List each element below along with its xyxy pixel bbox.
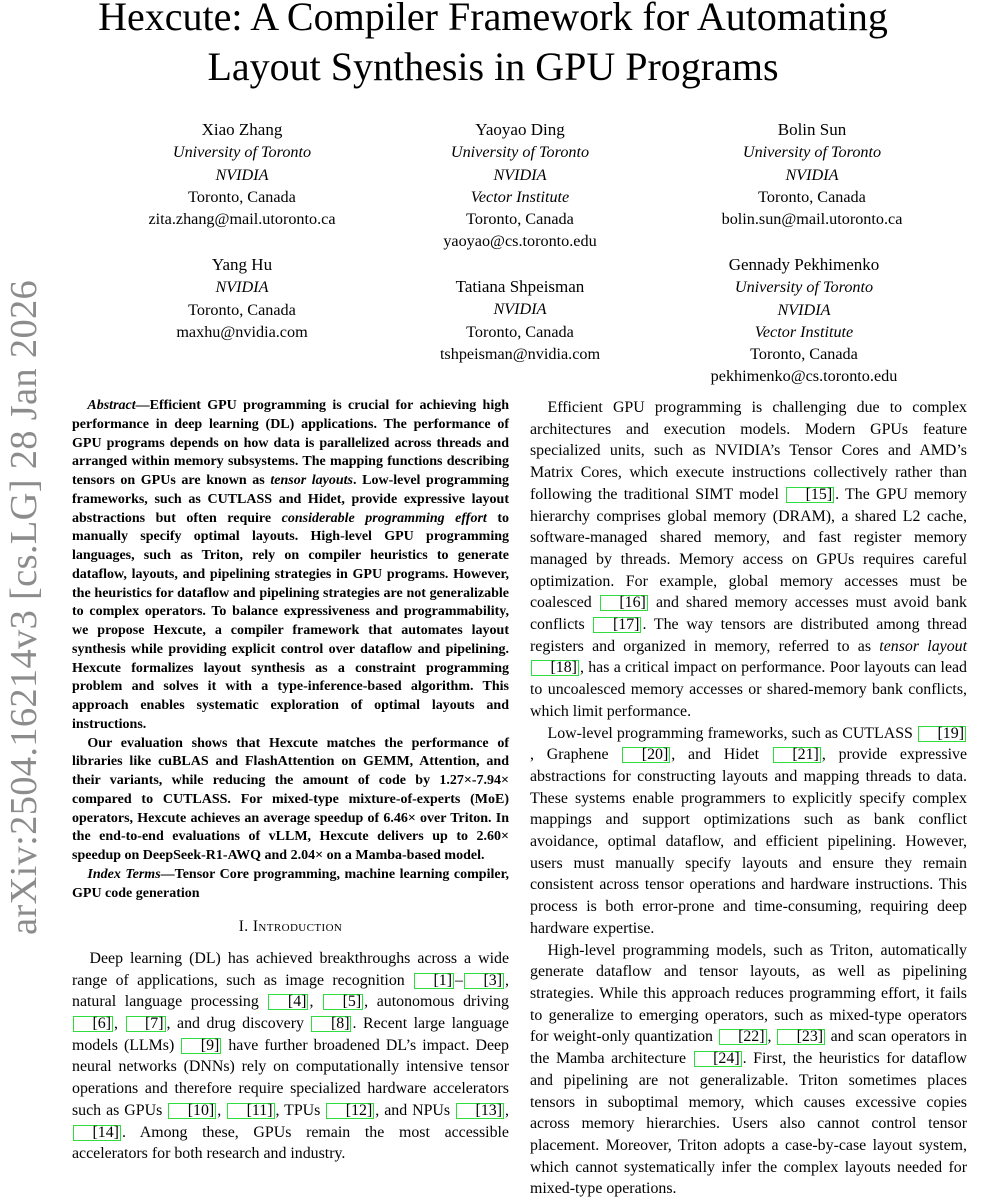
author-block <box>390 119 650 253</box>
author-block <box>664 254 944 388</box>
author-email[interactable]: zita.zhang@mail.utoronto.ca <box>148 210 336 229</box>
author-affiliation: Vector Institute <box>470 187 570 206</box>
citation-link[interactable]: [12] <box>326 1103 374 1119</box>
title-line-1: Hexcute: A Compiler Framework for Automating <box>98 0 888 39</box>
author-location: Toronto, Canada <box>466 210 574 229</box>
citation-link[interactable]: [6] <box>73 1016 113 1032</box>
author-affiliation: NVIDIA <box>493 165 547 184</box>
author-name: Yang Hu <box>211 255 273 274</box>
author-affiliation: NVIDIA <box>493 300 547 319</box>
author-location: Toronto, Canada <box>750 345 858 364</box>
citation-link[interactable]: [20] <box>622 747 670 763</box>
author-block <box>112 119 372 230</box>
citation-link[interactable]: [10] <box>168 1103 216 1119</box>
index-terms-label: Index Terms <box>87 866 161 882</box>
right-column <box>530 397 967 1200</box>
author-email[interactable]: tshpeisman@nvidia.com <box>439 344 601 363</box>
body-paragraph: Efficient GPU programming is challenging due to complex architectures and execution models. Modern GPUs feature specialized units, such as NVIDIA’s Tensor Cores and AMD’s Matrix Cores, which execute instructions collectively rather than following the traditional SIMT model [15] . The GPU memory hierarchy comprises global memory (DRAM), a shared L2 cache, software-managed shared memory, and fast register memory managed by threads. Memory access on GPUs requires careful optimization. For example, global memory accesses must be coalesced [16] and shared memory accesses must avoid bank conflicts [17] . The way tensors are distributed among thread registers and organized in memory, referred to as tensor layout [18] , has a critical impact on performance. Poor layouts can lead to uncoalesced memory accesses or shared-memory bank conflicts, which limit performance. <box>530 399 967 720</box>
author-email[interactable]: bolin.sun@mail.utoronto.ca <box>721 210 903 229</box>
author-email[interactable]: maxhu@nvidia.com <box>176 322 308 341</box>
citation-link[interactable]: [1] <box>414 973 454 989</box>
citation-link[interactable]: [3] <box>464 973 504 989</box>
author-affiliation: University of Toronto <box>742 143 882 162</box>
citation-link[interactable]: [22] <box>719 1029 767 1045</box>
body-paragraph: Low-level programming frameworks, such as CUTLASS [19], Graphene [20] , and Hidet [21] , provide expressive abstractions for constructing layouts and mapping threads to data. These systems enable programmers to explicitly specify complex mappings and support optimizations such as bank conflict avoidance, optimal dataflow, and efficient pipelining. However, users must manually specify layouts and ensure they remain consistent across tensor operations and hardware instructions. This process is both error-prone and time-consuming, requiring deep hardware expertise. <box>530 724 968 937</box>
author-location: Toronto, Canada <box>758 187 866 206</box>
arxiv-identifier: arXiv:2504.16214v3 [cs.LG] 28 Jan 2026 <box>3 279 45 935</box>
citation-link[interactable]: [7] <box>126 1016 166 1032</box>
author-block <box>112 254 372 343</box>
author-location: Toronto, Canada <box>466 322 574 341</box>
author-name: Bolin Sun <box>777 120 847 139</box>
author-block <box>390 276 650 365</box>
citation-link[interactable]: [9] <box>181 1038 221 1054</box>
citation-link[interactable]: [19] <box>918 726 966 742</box>
author-affiliation: NVIDIA <box>785 165 839 184</box>
abstract-paragraph: Abstract—Efficient GPU programming is crucial for achieving high performance in deep learning (DL) applications. The performance of GPU programs depends on how data is parallelized across threads and arranged within memory subsystems. The mapping functions describing tensors on GPUs are known as tensor layouts. Low-level programming frameworks, such as CUTLASS and Hidet, provide expressive layout abstractions but often require considerable programming effort to manually specify optimal layouts. High-level GPU programming languages, such as Triton, rely on compiler heuristics to generate dataflow, layouts, and pipelining strategies in GPU programs. However, the heuristics for dataflow and pipelining strategies are not generalizable to complex operators. To balance expressiveness and programmability, we propose Hexcute, a compiler framework that automates layout synthesis while providing explicit control over dataflow and pipelining. Hexcute formalizes layout synthesis as a constraint programming problem and solves it with a type-inference-based algorithm. This approach enables systematic exploration of optimal layouts and instructions. <box>72 398 510 732</box>
citation-link[interactable]: [4] <box>268 994 308 1010</box>
author-affiliation: NVIDIA <box>215 278 269 297</box>
author-location: Toronto, Canada <box>188 187 296 206</box>
intro-paragraph: Deep learning (DL) has achieved breakthroughs across a wide range of applications, such as image recognition [1] – [3] , natural language processing [4] , [5] , autonomous driving [6] , [7] , and drug discovery [8] . Recent large language models (LLMs) [9] have further broadened DL’s impact. Deep neural networks (DNNs) rely on computationally intensive tensor operations and therefore require specialized hardware accelerators such as GPUs [10] , [11] , TPUs [12] , and NPUs [13] , [14] . Among these, GPUs remain the most accessible accelerators for both research and industry. <box>72 949 509 1163</box>
author-email[interactable]: pekhimenko@cs.toronto.edu <box>710 367 898 386</box>
author-affiliation: University of Toronto <box>172 143 312 162</box>
author-affiliation: University of Toronto <box>734 278 874 297</box>
paper-title <box>60 0 926 92</box>
author-name: Gennady Pekhimenko <box>728 255 880 274</box>
author-email[interactable]: yaoyao@cs.toronto.edu <box>443 232 597 251</box>
author-name: Xiao Zhang <box>201 120 283 139</box>
author-affiliation: NVIDIA <box>215 165 269 184</box>
section-heading: I. Introduction <box>238 918 343 936</box>
body-paragraph: High-level programming models, such as Triton, automatically generate dataflow and tensor layouts, as well as pipelining strategies. While this approach reduces programming effort, it fails to generalize to emerging operators, such as mixed-type operators for weight-only quantization [22] , [23] and scan operators in the Mamba architecture [24] . First, the heuristics for dataflow and pipelining are not generalizable. Triton sometimes places tensors in suboptimal memory, which causes excessive copies across memory hierarchies. Users also cannot control tensor placement. Moreover, Triton adopts a case-by-case layout system, which cannot systematically infer the complex layouts needed for mixed-type operations. <box>530 941 968 1198</box>
title-line-2: Layout Synthesis in GPU Programs <box>207 44 779 89</box>
citation-link[interactable]: [16] <box>600 595 648 611</box>
citation-link[interactable]: [5] <box>323 994 363 1010</box>
left-column <box>72 397 509 1165</box>
author-affiliation: Vector Institute <box>754 322 854 341</box>
citation-link[interactable]: [23] <box>777 1029 825 1045</box>
author-location: Toronto, Canada <box>188 300 296 319</box>
author-name: Yaoyao Ding <box>475 120 565 139</box>
citation-link[interactable]: [17] <box>593 617 641 633</box>
author-name: Tatiana Shpeisman <box>455 277 585 296</box>
citation-link[interactable]: [8] <box>311 1016 351 1032</box>
author-affiliation: NVIDIA <box>777 300 831 319</box>
abstract-label: Abstract <box>87 398 136 413</box>
author-block <box>682 119 942 230</box>
abstract-paragraph-2: Our evaluation shows that Hexcute matches the performance of libraries like cuBLAS and FlashAttention on GEMM, Attention, and their variants, while reducing the amount of code by 1.27×-7.94× compared to CUTLASS. For mixed-type mixture-of-experts (MoE) operators, Hexcute achieves an average speedup of 6.46× over Triton. In the end-to-end evaluations of vLLM, Hexcute delivers up to 2.60× speedup on DeepSeek-R1-AWQ and 2.04× on a Mamba-based model. <box>72 735 509 863</box>
citation-link[interactable]: [18] <box>531 660 579 676</box>
citation-link[interactable]: [15] <box>786 487 834 503</box>
citation-link[interactable]: [24] <box>694 1051 742 1067</box>
index-terms: Index Terms—Tensor Core programming, machine learning compiler, GPU code generation <box>72 866 510 901</box>
citation-link[interactable]: [21] <box>773 747 821 763</box>
author-affiliation: University of Toronto <box>450 143 590 162</box>
citation-link[interactable]: [14] <box>73 1125 121 1141</box>
citation-link[interactable]: [13] <box>456 1103 504 1119</box>
citation-link[interactable]: [11] <box>227 1103 274 1119</box>
